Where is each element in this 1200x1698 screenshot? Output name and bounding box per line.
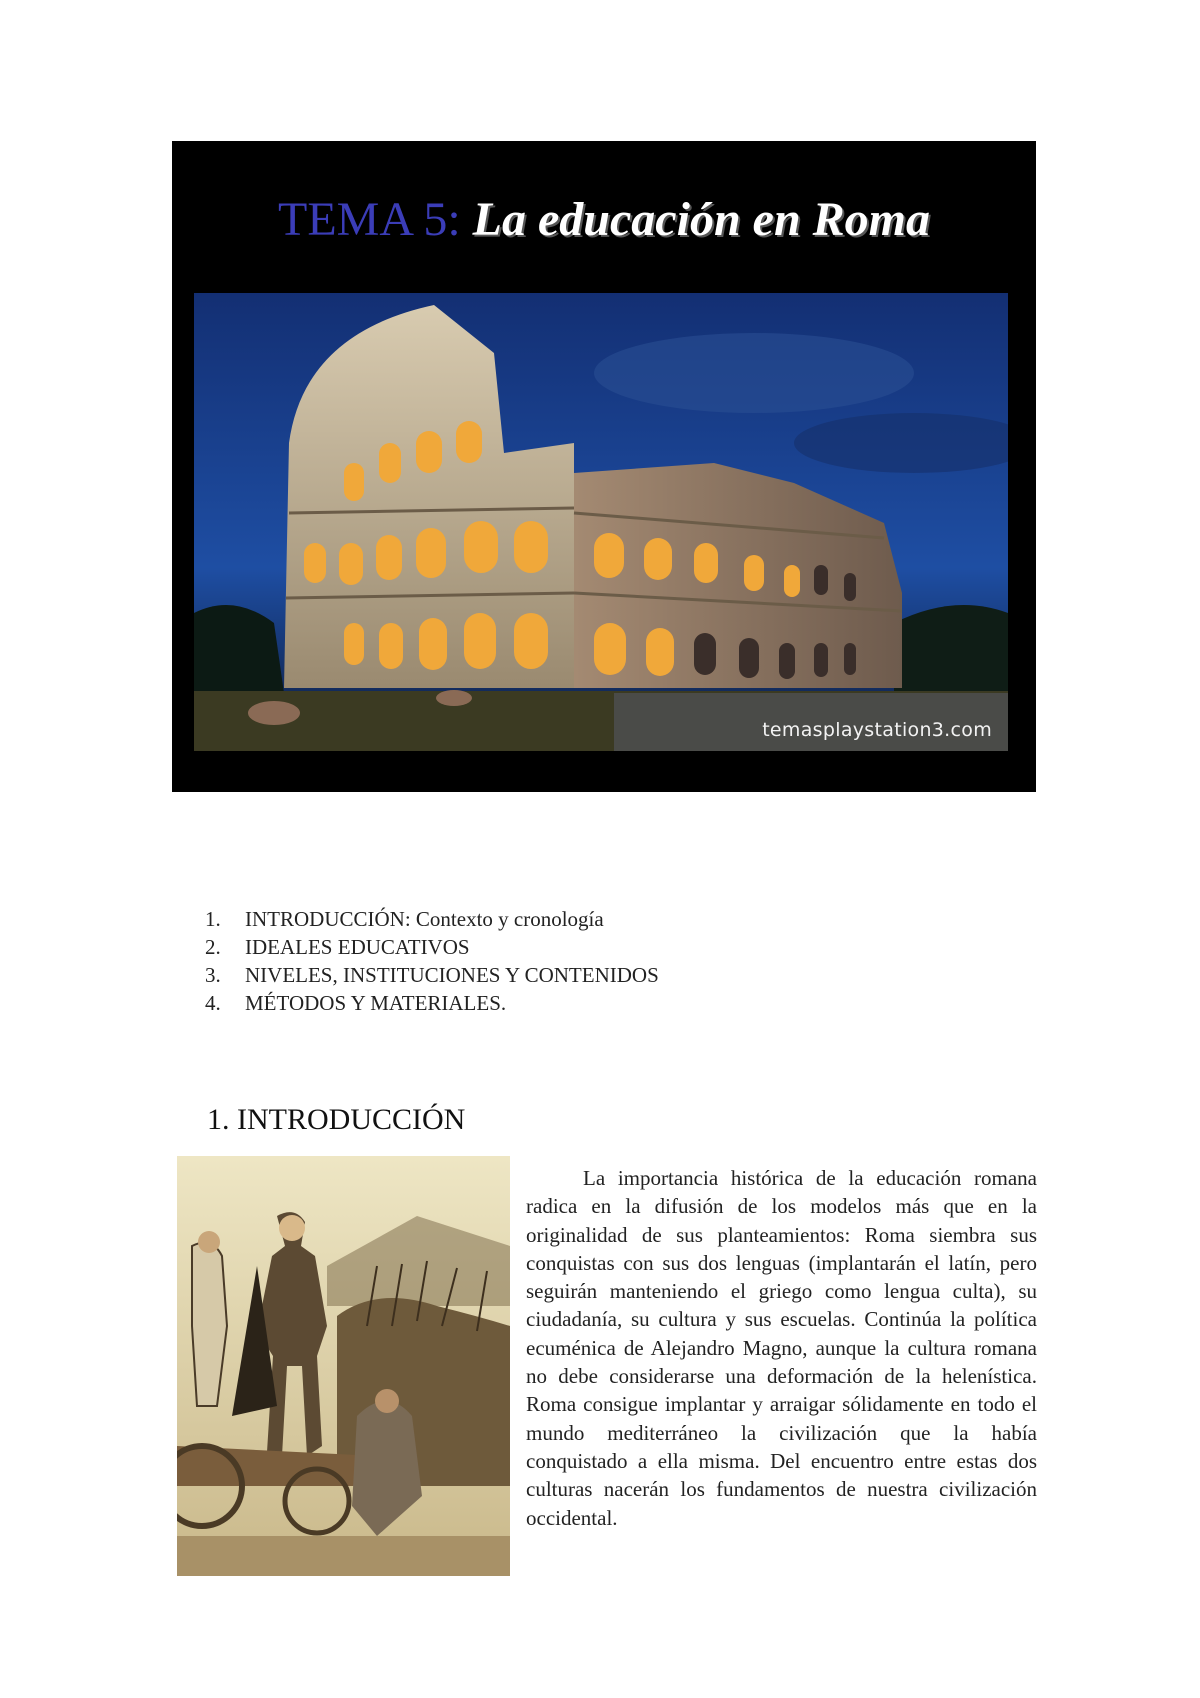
table-of-contents [205, 905, 659, 1017]
colosseum-photo [194, 293, 1008, 751]
roman-etching-illustration [177, 1156, 510, 1576]
roman-etching [177, 1156, 510, 1576]
toc-item: 1. INTRODUCCIÓN: Contexto y cronología [205, 907, 604, 931]
cover-slide [172, 141, 1036, 792]
photo-watermark: temasplaystation3.com [762, 719, 992, 741]
cover-title [172, 193, 1036, 246]
toc-item: 2. IDEALES EDUCATIVOS [205, 935, 470, 959]
cover-title-subject: La educación en Roma [472, 193, 930, 246]
toc-item: 3. NIVELES, INSTITUCIONES Y CONTENIDOS [205, 963, 659, 987]
cover-title-prefix: TEMA 5: [278, 193, 461, 246]
toc-item: 4. MÉTODOS Y MATERIALES. [205, 991, 507, 1015]
intro-paragraph: La importancia histórica de la educación romana radica en la difusión de los modelos más que en la originalidad de sus planteamientos: Roma siembra sus conquistas con sus dos lenguas (implantarán el latín, pero seguirán manteniendo el griego como lengua culta), su ciudadanía, su cultura y sus escuelas. Continúa la política ecuménica de Alejandro Magno, aunque la cultura romana no debe considerarse una deformación de la helenística. Roma consigue implantar y arraigar sólidamente en todo el mundo mediterráneo la civilización que la había conquistado a ella misma. Del encuentro entre estas dos culturas nacerán los fundamentos de nuestra civilización occidental. [526, 1166, 1037, 1530]
section-heading: 1. INTRODUCCIÓN [207, 1103, 466, 1136]
colosseum-illustration [194, 293, 1008, 751]
